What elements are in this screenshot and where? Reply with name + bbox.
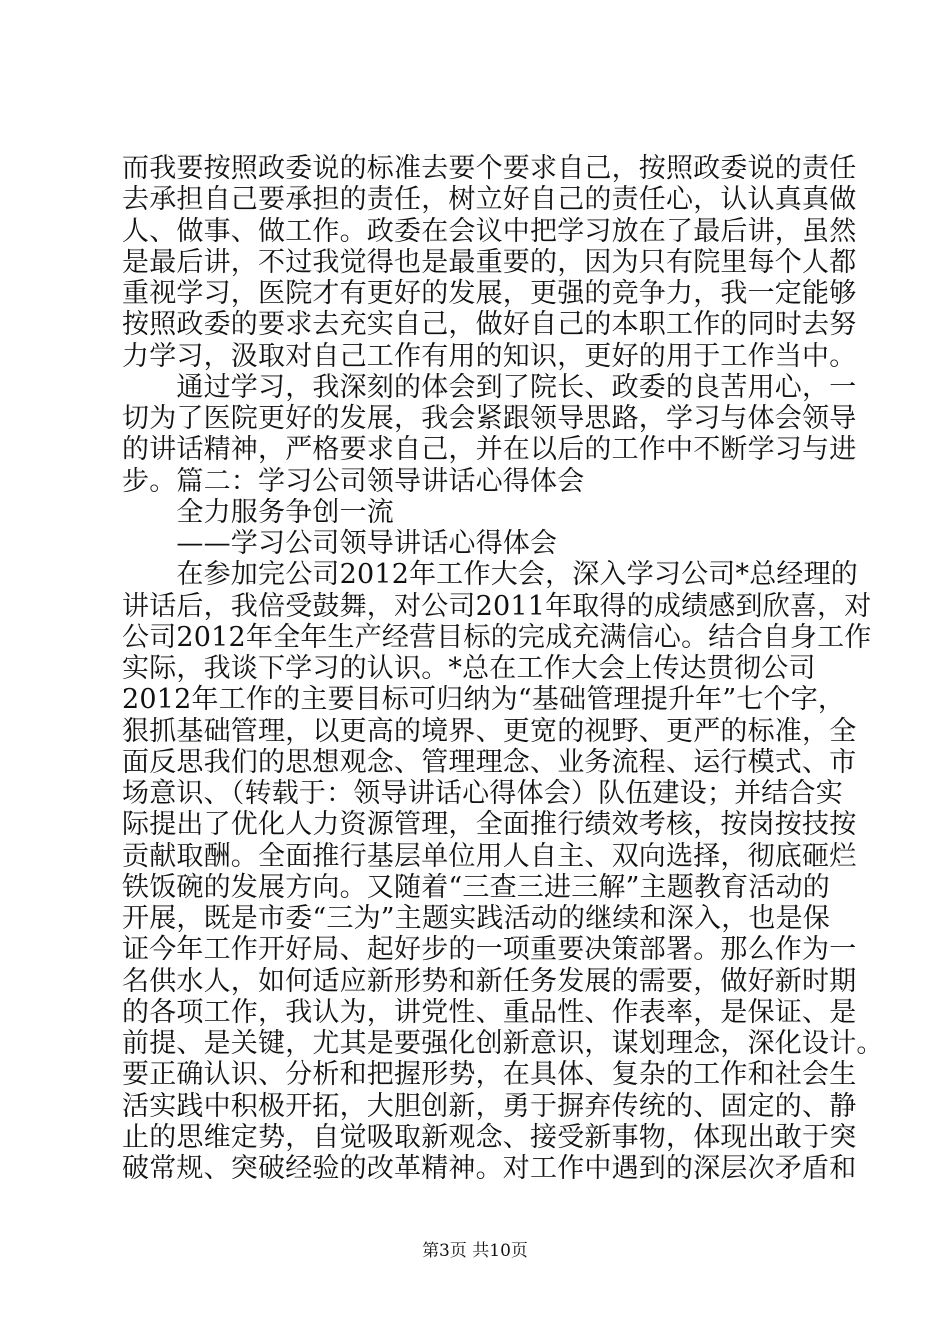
text-line: 2012年工作的主要目标可归纳为“基础管理提升年”七个字， [122,684,846,716]
text-line: 活实践中积极开拓，大胆创新，勇于摒弃传统的、固定的、静 [122,1090,857,1122]
text-line: 人、做事、做工作。政委在会议中把学习放在了最后讲，虽然 [122,215,857,247]
text-line: 际提出了优化人力资源管理，全面推行绩效考核，按岗按技按 [122,809,857,841]
text-line: 而我要按照政委说的标准去要个要求自己，按照政委说的责任 [122,153,857,184]
text-line: 铁饭碗的发展方向。又随着“三查三进三解”主题教育活动的 [122,871,831,903]
text-line: 的各项工作，我认为，讲党性、重品性、作表率，是保证、是 [122,996,857,1028]
text-line: 名供水人，如何适应新形势和新任务发展的需要，做好新时期 [122,965,857,997]
text-line: 通过学习，我深刻的体会到了院长、政委的良苦用心，一 [122,371,857,403]
text-line: ——学习公司领导讲话心得体会 [122,528,558,559]
text-line: 开展，既是市委“三为”主题实践活动的继续和深入，也是保 [122,903,831,934]
text-line: 步。篇二：学习公司领导讲话心得体会 [122,465,585,497]
text-line: 证今年工作开好局、起好步的一项重要决策部署。那么作为一 [122,934,857,966]
page-footer: 第3页 共10页 [422,1241,528,1261]
text-line: 前提、是关键，尤其是要强化创新意识，谋划理念，深化设计。 [122,1028,884,1059]
text-line: 公司2012年全年生产经营目标的完成充满信心。结合自身工作 [122,621,872,653]
text-line: 面反思我们的思想观念、管理理念、业务流程、运行模式、市 [122,746,857,778]
text-line: 在参加完公司2012年工作大会，深入学习公司*总经理的 [122,559,859,591]
text-line: 切为了医院更好的发展，我会紧跟领导思路，学习与体会领导 [122,403,857,434]
text-line: 破常规、突破经验的改革精神。对工作中遇到的深层次矛盾和 [122,1153,857,1184]
text-line: 力学习，汲取对自己工作有用的知识，更好的用于工作当中。 [122,340,857,372]
document-body [122,153,884,1184]
text-line: 狠抓基础管理，以更高的境界、更宽的视野、更严的标准，全 [122,715,857,747]
text-line: 贡献取酬。全面推行基层单位用人自主、双向选择，彻底砸烂 [122,840,857,872]
text-line: 全力服务争创一流 [122,496,394,528]
text-line: 是最后讲，不过我觉得也是最重要的，因为只有院里每个人都 [122,246,857,278]
text-line: 重视学习，医院才有更好的发展，更强的竞争力，我一定能够 [122,278,857,309]
text-line: 要正确认识、分析和把握形势，在具体、复杂的工作和社会生 [122,1059,857,1091]
text-line: 止的思维定势，自觉吸取新观念、接受新事物，体现出敢于突 [122,1121,857,1153]
text-line: 的讲话精神，严格要求自己，并在以后的工作中不断学习与进 [122,434,857,466]
text-line: 实际，我谈下学习的认识。*总在工作大会上传达贯彻公司 [122,653,816,684]
text-line: 去承担自己要承担的责任，树立好自己的责任心，认认真真做 [122,184,857,216]
text-line: 讲话后，我倍受鼓舞，对公司2011年取得的成绩感到欣喜，对 [122,590,872,622]
text-line: 场意识、（转载于：领导讲话心得体会）队伍建设；并结合实 [122,778,843,809]
text-line: 按照政委的要求去充实自己，做好自己的本职工作的同时去努 [122,309,857,341]
